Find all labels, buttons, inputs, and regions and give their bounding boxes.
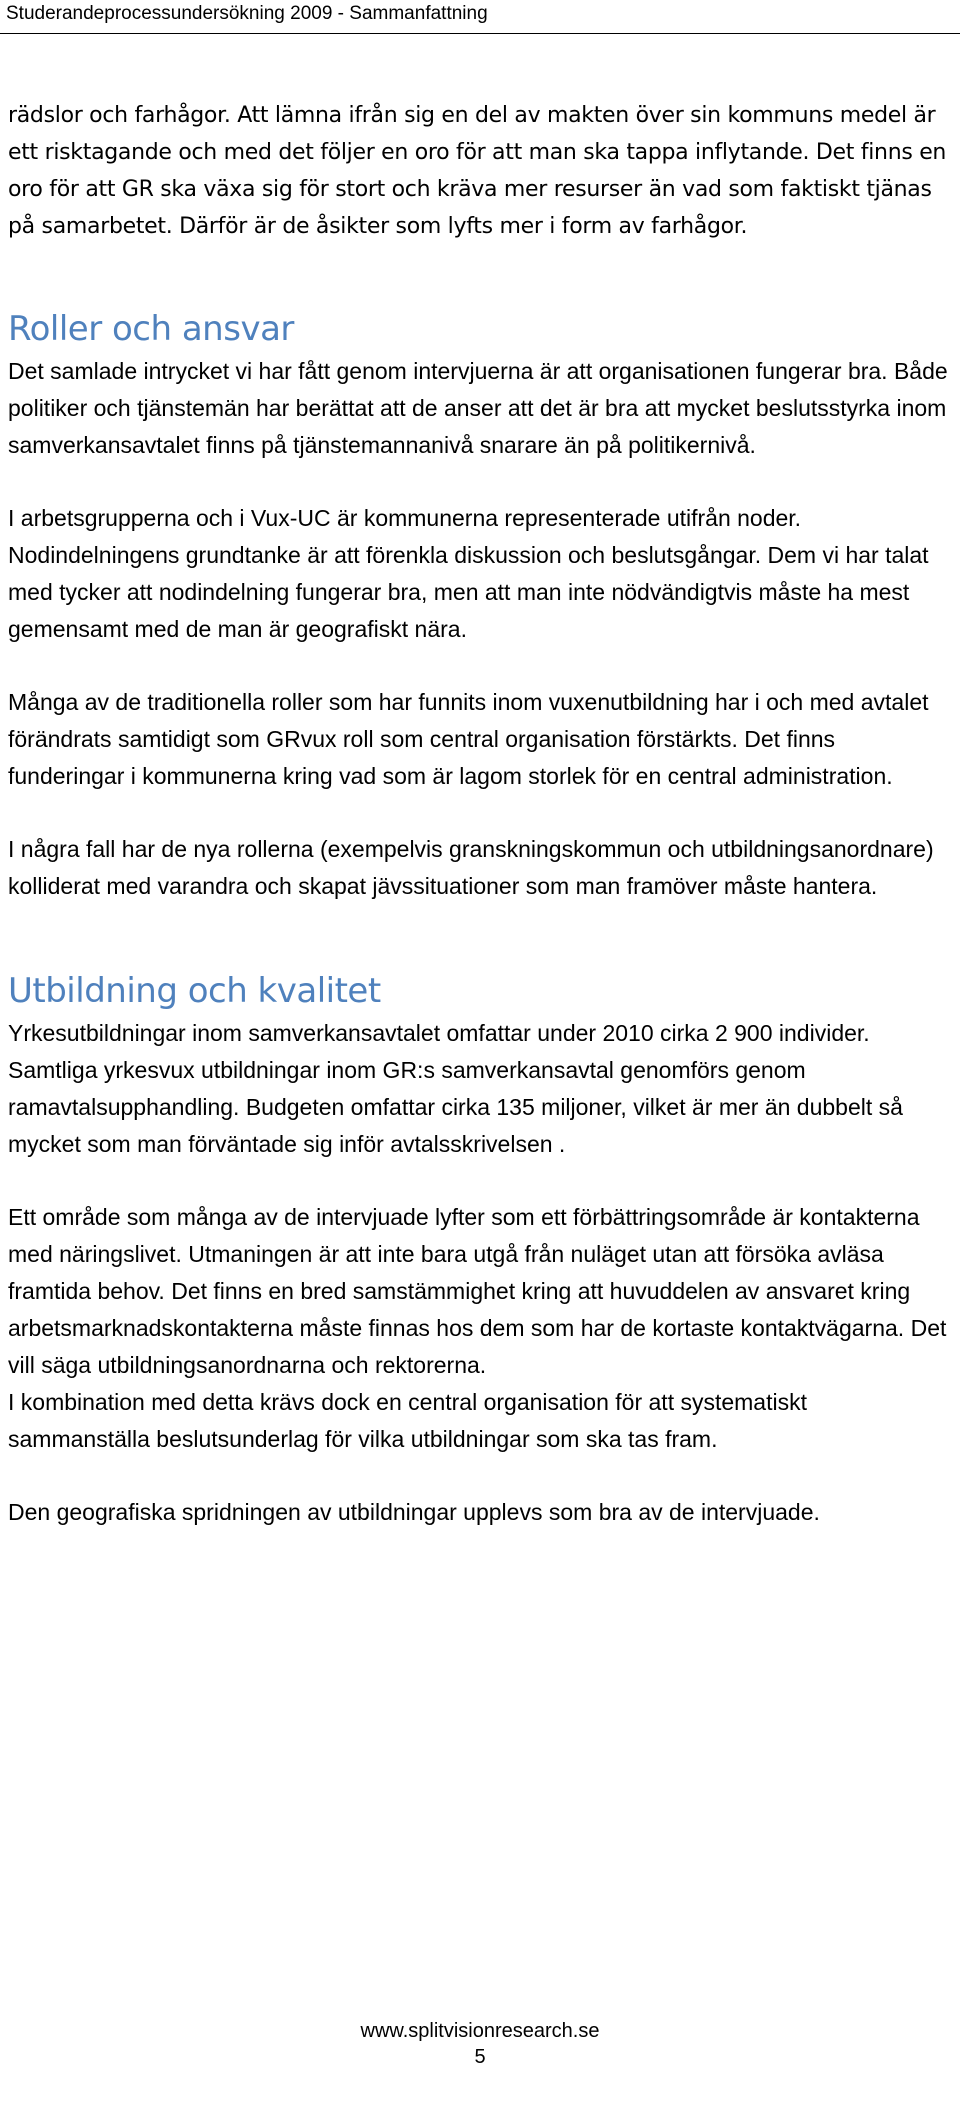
spacer: [8, 245, 948, 305]
header-rule: [0, 33, 960, 34]
paragraph: Yrkesutbildningar inom samverkansavtalet omfattar under 2010 cirka 2 900 individer. Samtliga yrkesvux utbildningar inom GR:s samverkansavtal genomförs genom ramavtalsupphandling. Budgeten omfattar cirka 135 miljoner, vilket är mer än dubbelt så mycket som man förväntade sig inför avtalsskrivelsen .: [8, 1020, 903, 1157]
paragraph: Det samlade intrycket vi har fått genom intervjuerna är att organisationen fungerar bra. Både politiker och tjänstemän har berättat att de anser att det är bra att mycket beslutsstyrka inom samverkansavtalet finns på tjänstemannanivå snarare än på politikernivå.: [8, 358, 948, 458]
paragraph: I arbetsgrupperna och i Vux-UC är kommunerna representerade utifrån noder. Nodindelningens grundtanke är att förenkla diskussion och beslutsgångar. Dem vi har talat med tycker att nodindelning fungerar bra, men att man inte nödvändigtvis måste ha mest gemensamt med de man är geografiskt nära.: [8, 505, 929, 642]
paragraph: Ett område som många av de intervjuade lyfter som ett förbättringsområde är kontakterna med näringslivet. Utmaningen är att inte bara utgå från nuläget utan att försöka avläsa framtida behov. Det finns en bred samstämmighet kring att huvuddelen av ansvaret kring arbetsmarknadskontakterna måste finnas hos dem som har de kortaste kontaktvägarna. Det vill säga utbildningsanordnarna och rektorerna.: [8, 1204, 947, 1378]
spacer: [8, 648, 948, 684]
paragraph: I några fall har de nya rollerna (exempelvis granskningskommun och utbildningsanordnare) kolliderat med varandra och skapat jävssituationer som man framöver måste hantera.: [8, 836, 934, 899]
document-body: [8, 97, 948, 1531]
page-footer: [0, 2018, 960, 2070]
intro-paragraph: rädslor och farhågor. Att lämna ifrån sig en del av makten över sin kommuns medel är ett risktagande och med det följer en oro för att man ska tappa inflytande. Det finns en oro för att GR ska växa sig för stort och kräva mer resurser än vad som faktiskt tjänas på samarbetet. Därför är de åsikter som lyfts mer i form av farhågor.: [8, 103, 947, 239]
spacer: [8, 905, 948, 967]
paragraph: Många av de traditionella roller som har funnits inom vuxenutbildning har i och med avtalet förändrats samtidigt som GRvux roll som central organisation förstärkts. Det finns funderingar i kommunerna kring vad som är lagom storlek för en central administration.: [8, 689, 929, 789]
running-header: Studerandeprocessundersökning 2009 - Sammanfattning: [6, 3, 488, 24]
spacer: [8, 795, 948, 831]
spacer: [8, 464, 948, 500]
spacer: [8, 1458, 948, 1494]
paragraph: I kombination med detta krävs dock en central organisation för att systematiskt sammanställa beslutsunderlag för vilka utbildningar som ska tas fram.: [8, 1389, 807, 1452]
page-number: 5: [474, 2046, 486, 2068]
paragraph: Den geografiska spridningen av utbildningar upplevs som bra av de intervjuade.: [8, 1499, 820, 1525]
section-heading-roller-och-ansvar: Roller och ansvar: [8, 309, 294, 349]
section-heading-utbildning-och-kvalitet: Utbildning och kvalitet: [8, 971, 381, 1011]
spacer: [8, 1163, 948, 1199]
footer-url: www.splitvisionresearch.se: [360, 2020, 600, 2042]
